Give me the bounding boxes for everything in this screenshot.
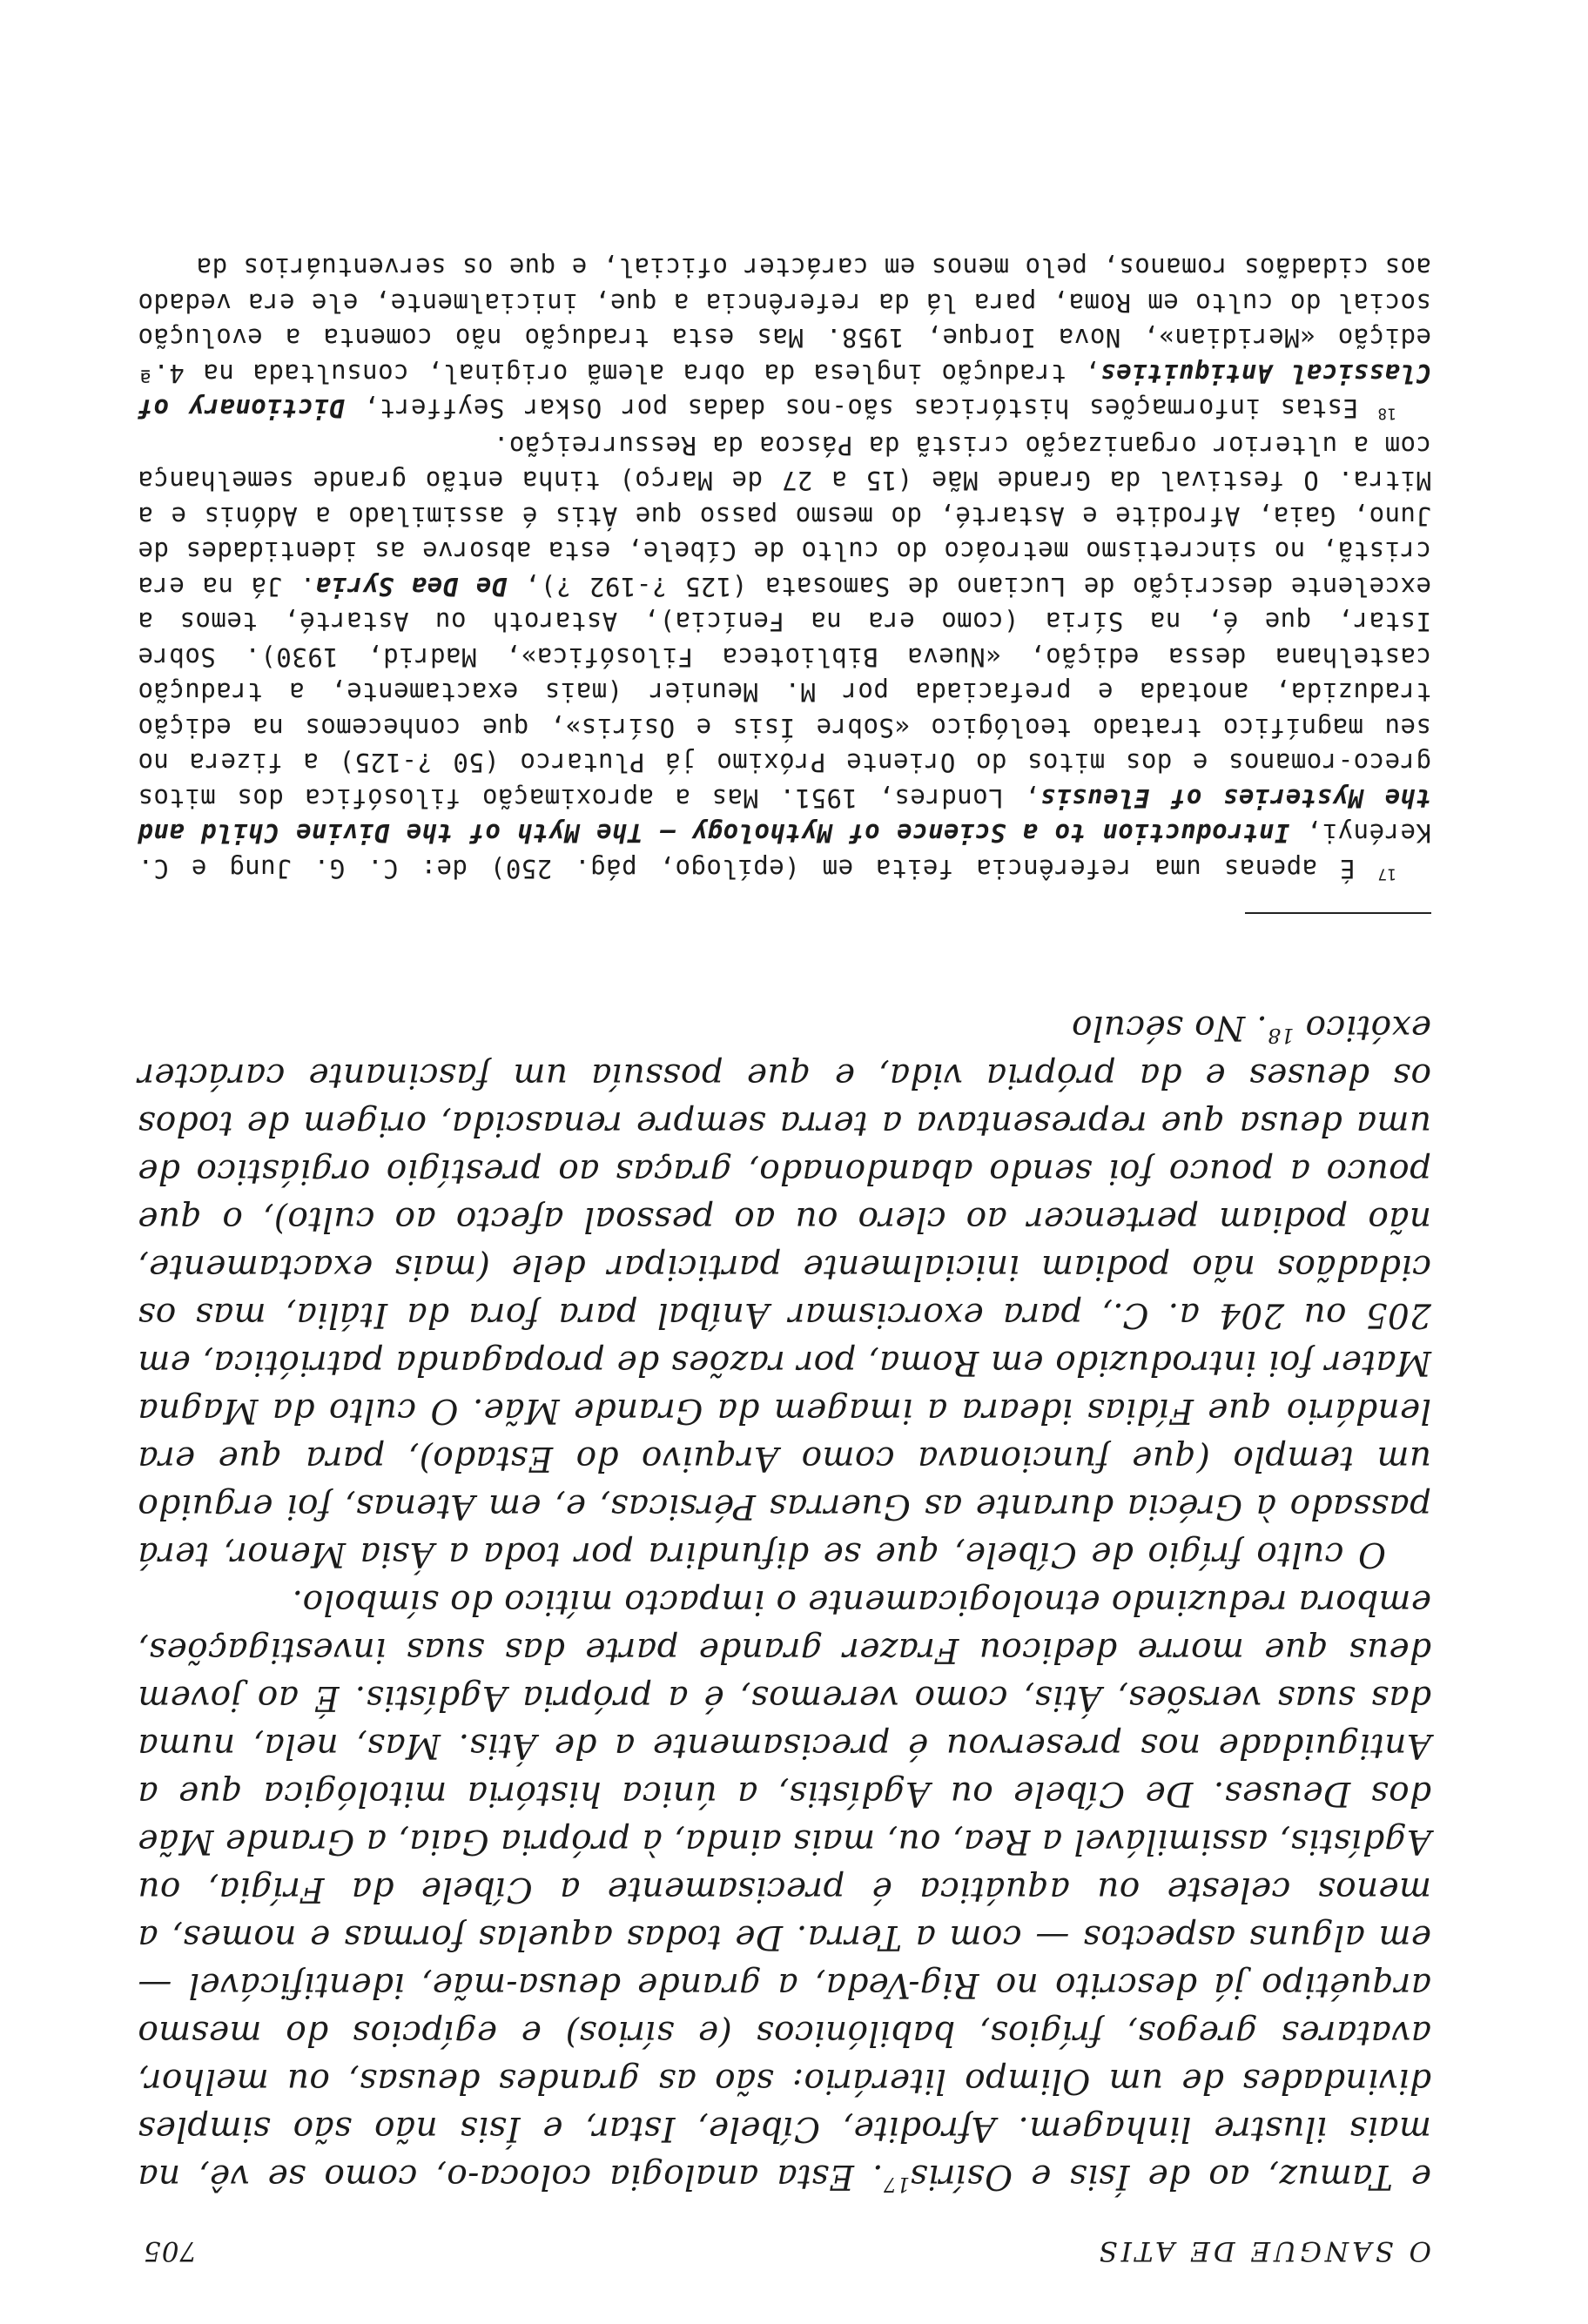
footnote-18: $^{18}$ Estas informações históricas são-nos dadas por Oskar Seyffert, Dictionary of Classical Antiquities, tradução inglesa da obra alemã original, consultada na 4.ª edição «Meridian», Nova Iorque, 1958. Mas esta tradução não comenta a evolução social do culto em Roma, para lá da referência a que, inicialmente, ele era vedado aos cidadãos romanos, pelo menos em carácter oficial, e que os serventuários da — [138, 252, 1431, 424]
body-paragraph-2: O culto frígio de Cíbele, que se difundira por toda a Ásia Menor, terá passado à Grécia durante as Guerras Pérsicas, e, em Atenas, foi erguido um templo (que funcionava como Arquivo do Estado), para que era lendário que Fídias ideara a imagem da Grande Mãe. O culto da Magna Mater foi introduzido em Roma, por razões de propaganda patriótica, em 205 ou 204 a. C., para exorcismar Aníbal para fora da Itália, mas os cidadãos não podiam inicialmente participar dele (mais exactamente, não podiam pertencer ao clero ou ao pessoal afecto ao culto), o que pouco a pouco foi sendo abandonado, graças ao prestígio orgiástico de uma deusa que representava a terra sempre renascida, origem de todos os deuses e da própria vida, e que possuía um fascinante carácter exótico $^{18}$. No século — [138, 1008, 1431, 1574]
body-paragraph-1: e Tamuz, ao de Ísis e Osíris$^{17}$. Esta analogia coloca-o, como se vê, na mais ilustre linhagem. Afrodite, Cíbele, Istar, e Ísis não são simples divindades de um Olimpo literário: são as grandes deusas, ou melhor, avatares gregos, frígios, babilónicos (e sírios) e egípcios do mesmo arquétipo já descrito no Rig-Veda, a grande deusa-mãe, identificável — em alguns aspectos — com a Terra. De todas aquelas formas e nomes, a menos celeste ou aquática é precisamente a Cíbele da Frígia, ou Agdístis, assimilável a Rea, ou, mais ainda, à própria Gaia, a Grande Mãe dos Deuses. De Cíbele ou Agdístis, a única história mitológica que a Antiguidade nos preservou é precisamente a de Átis. Mas, nela, numa das suas versões, Átis, como veremos, é a própria Agdístis. É ao jovem deus que morre dedicou Frazer grande parte das suas investigações, embora reduzindo etnologicamente o impacto mítico do símbolo. — [137, 1582, 1431, 2197]
running-title: O SANGUE DE ATIS — [1095, 2235, 1431, 2267]
page-number: 705 — [143, 2235, 198, 2267]
footnote-separator — [1245, 912, 1431, 914]
footnote-ref-17[interactable]: 17 — [883, 2173, 911, 2197]
footnote-17-title: Introduction to a Science of Mythology — The Myth of the Divine Child and the Mysteries of Eleusis — [138, 783, 1431, 849]
footnote-17-title-2: De Dea Syria — [315, 572, 508, 601]
footnote-18-title: Dictionary of Classical Antiquities — [138, 359, 1431, 424]
main-text — [138, 1004, 1431, 2200]
footnote-17: $^{17}$ É apenas uma referência feita em (epílogo, pág. 250) de: C. G. Jung e C. Kerényi, Introduction to a Science of Mythology — The Myth of the Divine Child and the Mysteries of Eleusis, Londres, 1951. Mas a aproximação filosófica dos mitos greco-romanos e dos mitos do Oriente Próximo já Plutarco (50 ?-125) a fizera no seu magnífico tratado teológico «Sobre Ísis e Osíris», que conhecemos na edição traduzida, anotada e prefaciada por M. Meunier (mais exactamente, a tradução castelhana dessa edição, «Nueva Biblioteca Filosófica», Madrid, 1930). Sobre Istar, que é, na Síria (como era na Fenícia), Astaroth ou Astarté, temos a excelente descrição de Luciano de Samosata (125 ?-192 ?), De Dea Syria. Já na era cristã, no sincretismo metroáco do culto de Cíbele, esta absorve as identidades de Juno, Gaia, Afrodite e Astarté, do mesmo passo que Átis é assimilado a Adónis e a Mitra. O festival da Grande Mãe (15 a 27 de Março) tinha então grande semelhança com a ulterior organização cristã da Páscoa da Ressurreição. — [138, 431, 1431, 883]
footnote-ref-18[interactable]: 18 — [1267, 1024, 1295, 1048]
running-header — [143, 2232, 1431, 2267]
footnotes — [138, 250, 1431, 888]
